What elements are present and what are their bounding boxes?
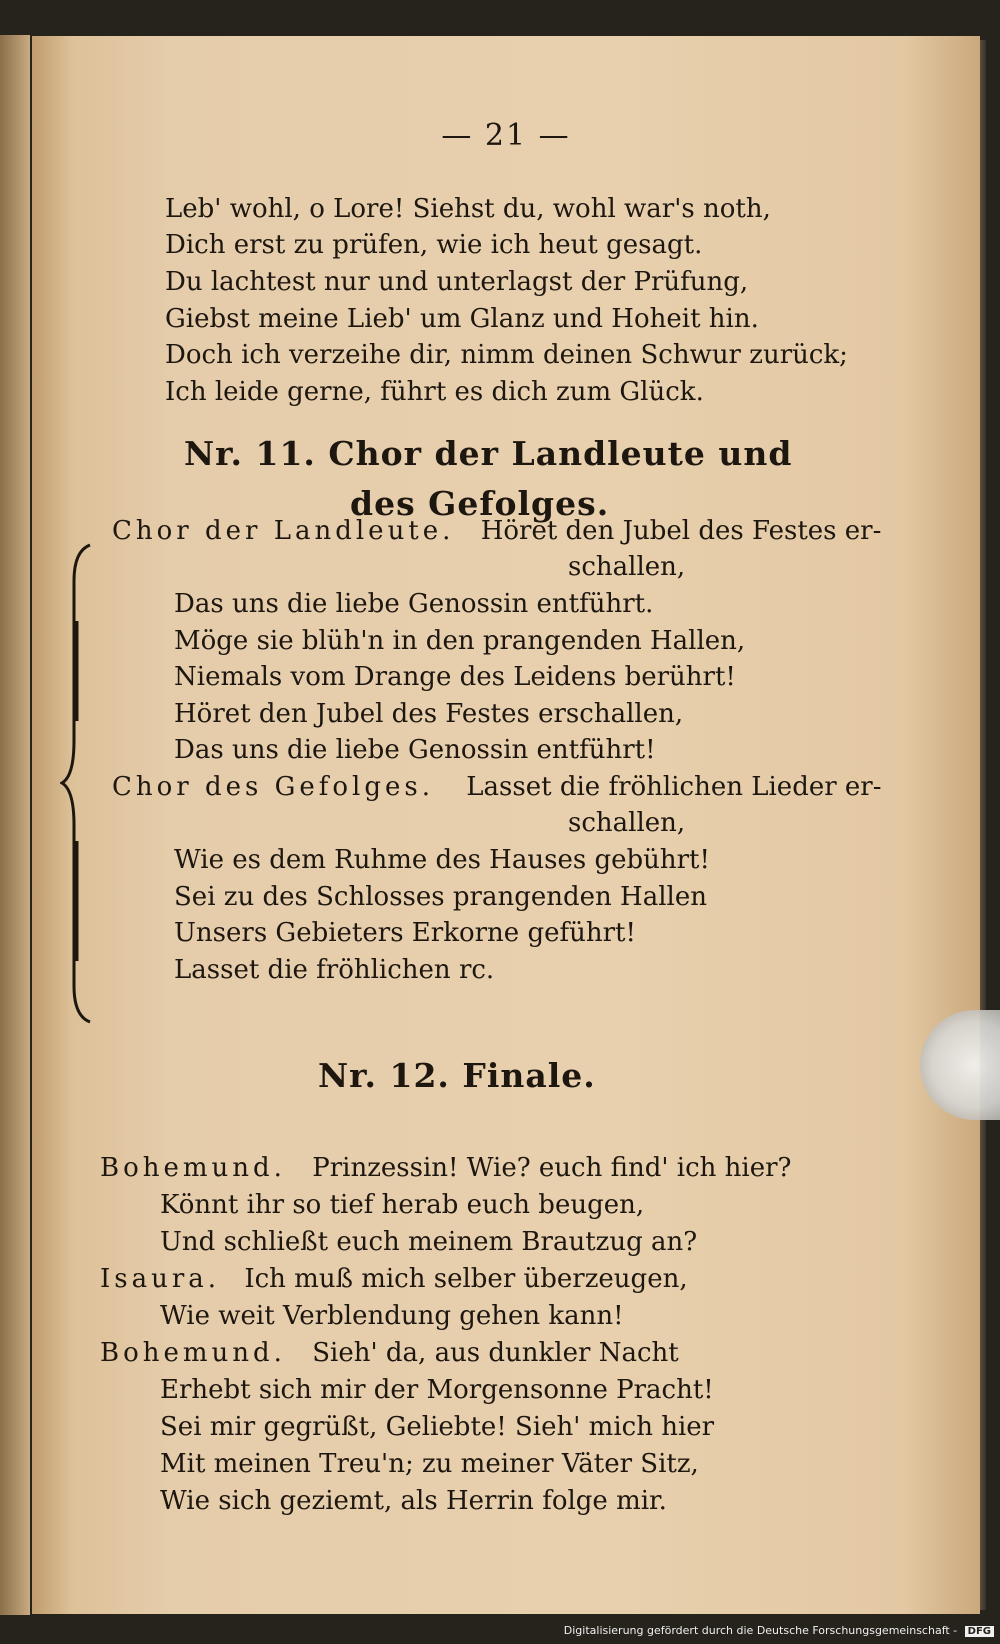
verse-line: Dich erst zu prüfen, wie ich heut gesagt. (165, 230, 703, 260)
verse-continuation: schallen, (568, 552, 686, 582)
verse-line: Doch ich verzeihe dir, nimm deinen Schwur zurück; (165, 340, 848, 370)
digitization-credit (564, 1624, 994, 1637)
speech-line (100, 1262, 688, 1296)
verse-line: Leb' wohl, o Lore! Siehst du, wohl war's noth, (165, 194, 771, 224)
verse-line: Höret den Jubel des Festes er- (480, 516, 882, 546)
verse-line: Giebst meine Lieb' um Glanz und Hoheit hin. (165, 304, 759, 334)
previous-page-edge (0, 35, 30, 1615)
page-number: — 21 — (441, 118, 571, 153)
speaker-name: Bohemund. (100, 1338, 286, 1368)
speaker-name: Chor des Gefolges. (112, 772, 435, 802)
speech-line (100, 1336, 679, 1370)
section-heading: Nr. 12. Finale. (318, 1056, 596, 1095)
verse-line: Wie weit Verblendung gehen kann! (160, 1301, 624, 1331)
verse-line: Möge sie blüh'n in den prangenden Hallen, (174, 626, 746, 656)
verse-continuation: schallen, (568, 808, 686, 838)
verse-line: Sieh' da, aus dunkler Nacht (312, 1338, 679, 1368)
section-heading: Nr. 11. Chor der Landleute und (184, 434, 793, 473)
speaker-name: Bohemund. (100, 1153, 286, 1183)
dfg-logo: DFG (965, 1626, 994, 1637)
verse-line: Wie es dem Ruhme des Hauses gebührt! (174, 845, 710, 875)
speech-line (100, 1151, 791, 1185)
verse-line: Lasset die fröhlichen rc. (174, 955, 495, 985)
section-heading-continued: des Gefolges. (350, 484, 610, 523)
verse-line: Unsers Gebieters Erkorne geführt! (174, 918, 636, 948)
verse-line: Mit meinen Treu'n; zu meiner Väter Sitz, (160, 1449, 699, 1479)
verse-line: Wie sich geziemt, als Herrin folge mir. (160, 1486, 667, 1516)
verse-line: Höret den Jubel des Festes erschallen, (174, 699, 684, 729)
verse-line: Ich leide gerne, führt es dich zum Glück. (165, 377, 704, 407)
verse-line: Das uns die liebe Genossin entführt. (174, 589, 654, 619)
verse-line: Ich muß mich selber überzeugen, (244, 1264, 688, 1294)
verse-line: Das uns die liebe Genossin entführt! (174, 735, 656, 765)
curly-brace-icon (60, 541, 100, 1026)
verse-line: Könnt ihr so tief herab euch beugen, (160, 1190, 645, 1220)
speaker-name: Isaura. (100, 1264, 221, 1294)
verse-line: Sei zu des Schlosses prangenden Hallen (174, 882, 707, 912)
verse-line: Du lachtest nur und unterlagst der Prüfung, (165, 267, 749, 297)
verse-line: Und schließt euch meinem Brautzug an? (160, 1227, 698, 1257)
book-page (32, 36, 980, 1614)
verse-line: Sei mir gegrüßt, Geliebte! Sieh' mich hier (160, 1412, 715, 1442)
speech-line (112, 514, 881, 548)
credit-text: Digitalisierung gefördert durch die Deutsche Forschungsgemeinschaft - (563, 1624, 958, 1637)
verse-line: Erhebt sich mir der Morgensonne Pracht! (160, 1375, 714, 1405)
verse-line: Niemals vom Drange des Leidens berührt! (174, 662, 736, 692)
verse-line: Lasset die fröhlichen Lieder er- (466, 772, 882, 802)
speech-line (112, 770, 882, 804)
verse-line: Prinzessin! Wie? euch find' ich hier? (312, 1153, 792, 1183)
speaker-name: Chor der Landleute. (112, 516, 455, 546)
